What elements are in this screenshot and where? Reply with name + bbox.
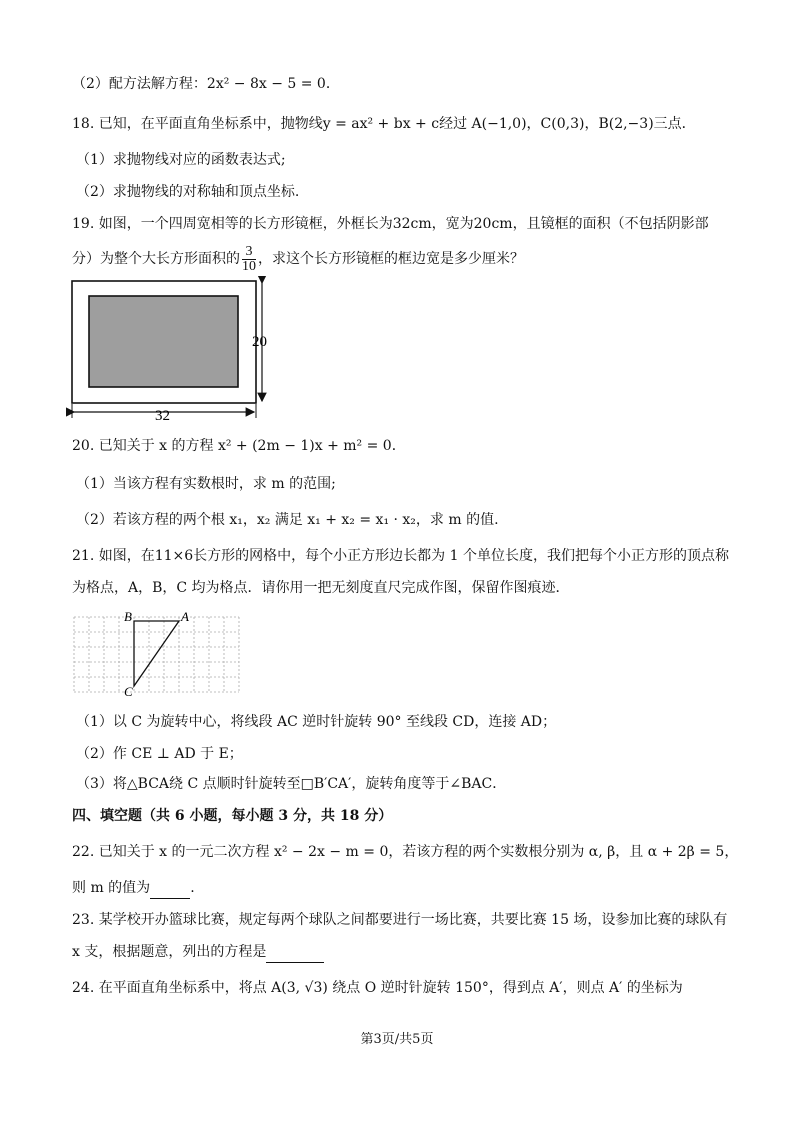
q20-stem: 20. 已知关于 x 的方程 x² + (2m − 1)x + m² = 0． bbox=[72, 438, 406, 454]
q23-line2 bbox=[72, 942, 324, 963]
q19-fraction bbox=[242, 245, 256, 274]
q19-frac-num: 3 bbox=[242, 245, 256, 260]
width-label: 32 bbox=[155, 408, 170, 424]
q21-line2: 为格点，A，B，C 均为格点．请你用一把无刻度直尺完成作图，保留作图痕迹． bbox=[72, 580, 570, 596]
section-4-heading: 四、填空题（共 6 小题，每小题 3 分，共 18 分） bbox=[72, 808, 393, 824]
q17-part2: （2）配方法解方程：2x² − 8x − 5 = 0． bbox=[72, 76, 340, 92]
q19-frame-figure bbox=[66, 276, 286, 426]
page-footer: 第3页/共5页 bbox=[360, 1032, 434, 1047]
q19-line1: 19. 如图，一个四周宽相等的长方形镜框，外框长为32cm，宽为20cm，且镜框的面积（不包括阴影部 bbox=[72, 216, 709, 232]
q23-line1: 23. 某学校开办篮球比赛，规定每两个球队之间都要进行一场比赛，共要比赛 15 场，设参加比赛的球队有 bbox=[72, 912, 728, 928]
q18-part2: （2）求抛物线的对称轴和顶点坐标. bbox=[76, 184, 300, 200]
q21-part1: （1）以 C 为旋转中心，将线段 AC 逆时针旋转 90° 至线段 CD，连接 AD； bbox=[76, 714, 557, 730]
q21-line1: 21. 如图，在11×6长方形的网格中，每个小正方形边长都为 1 个单位长度，我们把每个小正方形的顶点称 bbox=[72, 548, 729, 564]
q19-line2-pre: 分）为整个大长方形面积的 bbox=[72, 251, 240, 267]
point-c-label: C bbox=[124, 684, 133, 699]
height-label: 20 bbox=[252, 334, 267, 350]
point-b-label: B bbox=[124, 609, 132, 624]
q19-line2 bbox=[72, 242, 524, 276]
q19-line2-post: ，求这个长方形镜框的框边宽是多少厘米？ bbox=[258, 251, 524, 267]
point-a-label: A bbox=[181, 609, 189, 624]
q19-frac-den: 10 bbox=[242, 258, 256, 274]
q20-part2: （2）若该方程的两个根 x₁，x₂ 满足 x₁ + x₂ = x₁ · x₂，求 m 的值. bbox=[76, 512, 499, 528]
q18-stem: 18. 已知，在平面直角坐标系中，抛物线y = ax² + bx + c经过 A(−1,0)，C(0,3)，B(2,−3)三点． bbox=[72, 116, 696, 132]
q21-grid-figure bbox=[70, 606, 250, 702]
q21-part2: （2）作 CE ⊥ AD 于 E； bbox=[76, 746, 243, 762]
q23-line2-text: x 支，根据题意，列出的方程是 bbox=[72, 944, 267, 960]
q21-part3: （3）将△BCA绕 C 点顺时针旋转至□B′CA′，旋转角度等于∠BAC． bbox=[76, 776, 507, 792]
q22-line2: 则 m 的值为 . bbox=[72, 878, 195, 899]
shaded-inner-rect bbox=[89, 296, 238, 387]
q20-part1: （1）当该方程有实数根时，求 m 的范围; bbox=[76, 476, 336, 492]
q24-line1: 24. 在平面直角坐标系中，将点 A(3, √3) 绕点 O 逆时针旋转 150°，得到点 A′，则点 A′ 的坐标为 bbox=[72, 980, 683, 996]
q22-line1: 22. 已知关于 x 的一元二次方程 x² − 2x − m = 0，若该方程的两个实数根分别为 α, β，且 α + 2β = 5， bbox=[72, 844, 739, 860]
q18-part1: （1）求抛物线对应的函数表达式; bbox=[76, 152, 286, 168]
q22-line2-text: 则 m 的值为 bbox=[72, 880, 151, 896]
q23-answer-blank bbox=[266, 942, 324, 963]
q22-answer-blank bbox=[150, 878, 190, 899]
triangle-abc bbox=[134, 621, 179, 686]
